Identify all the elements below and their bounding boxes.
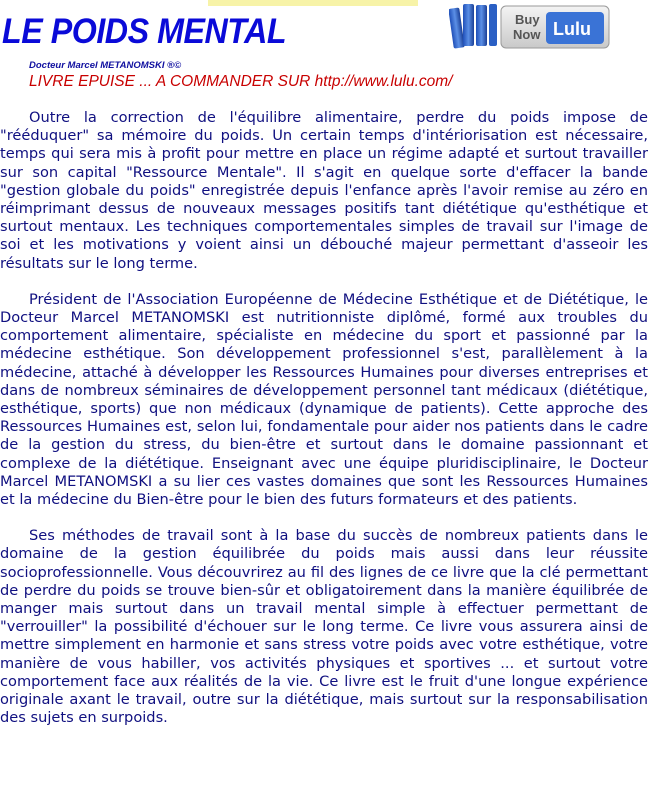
paragraph-author-bio: Président de l'Association Européenne de Médecine Esthétique et de Diététique, le Docteur Marcel METANOMSKI est nutritionniste diplômé, formé aux troubles du comportement alimentaire, spécialiste en médecine du sport et passionné par la médecine esthétique. Son développement professionnel s'est, parallèlement à la médecine, attaché à développer les Ressources Humaines pour diverses entreprises et dans de nombreux séminaires de développement personnel tant médicaux (diététique, esthétique, sports) que non médicaux (dynamique de patients). Cette approche des Ressources Humaines est, selon lui, fondamentale pour aider nos patients dans le cadre de la gestion du stress, du bien-être et surtout dans le domaine passionnant et complexe de la diététique. Enseignant avec une équipe pluridisciplinaire, le Docteur Marcel METANOMSKI a su lier ces vastes domaines que sont les Ressources Humaines et la médecine du Bien-être pour le bien des futurs formateurs et des patients. [0, 290, 648, 509]
author-line: Docteur Marcel METANOMSKI ®© [29, 60, 182, 71]
badge-lulu-text: Lulu [553, 19, 591, 39]
badge-buy-text: Buy [515, 12, 540, 27]
paragraph-methods: Ses méthodes de travail sont à la base du succès de nombreux patients dans le domaine de la gestion équilibrée du poids mais aussi dans leur réussite socioprofessionnelle. Vous découvrirez au fil des lignes de ce livre que la clé permettant de perdre du poids se trouve bien-sûr et obligatoirement dans la manière équilibrée de manger mais surtout dans un travail mental simple à effectuer permettant de "verrouiller" la possibilité d'échouer sur le long terme. Ce livre vous assurera ainsi de mettre simplement en harmonie et sans stress votre poids avec votre esthétique, votre manière de vous habiller, vos activités physiques et sportives ... et surtout votre comportement face aux réalités de la vie. Ce livre est le fruit d'une longue expérience originale axant le travail, outre sur la diététique, mais surtout sur la responsabilisation des sujets en surpoids. [0, 527, 648, 727]
top-decor-bar [208, 0, 418, 6]
page-title: LE POIDS MENTAL [2, 12, 287, 51]
buy-now-lulu-badge[interactable] [449, 2, 611, 50]
badge-now-text: Now [513, 27, 541, 42]
order-notice: LIVRE EPUISE ... A COMMANDER SUR http://www.lulu.com/ [29, 73, 453, 90]
books-icon [449, 4, 497, 49]
article-body [0, 109, 648, 746]
paragraph-intro: Outre la correction de l'équilibre alimentaire, perdre du poids impose de "rééduquer" sa mémoire du poids. Un certain temps d'intériorisation est nécessaire, temps qui sera mis à profit pour mettre en place un régime adapté et surtout travailler sur son capital "Ressource Mentale". Il s'agit en quelque sorte d'effacer la bande "gestion globale du poids" enregistrée depuis l'enfance après l'avoir remise au zéro en réimprimant dessus de nouveaux messages positifs tant diététique qu'esthétique et surtout mentaux. Les techniques comportementales simples de travail sur l'image de soi et les motivations y voient ainsi un débouché majeur permettant d'asseoir les résultats sur le long terme. [0, 109, 648, 272]
